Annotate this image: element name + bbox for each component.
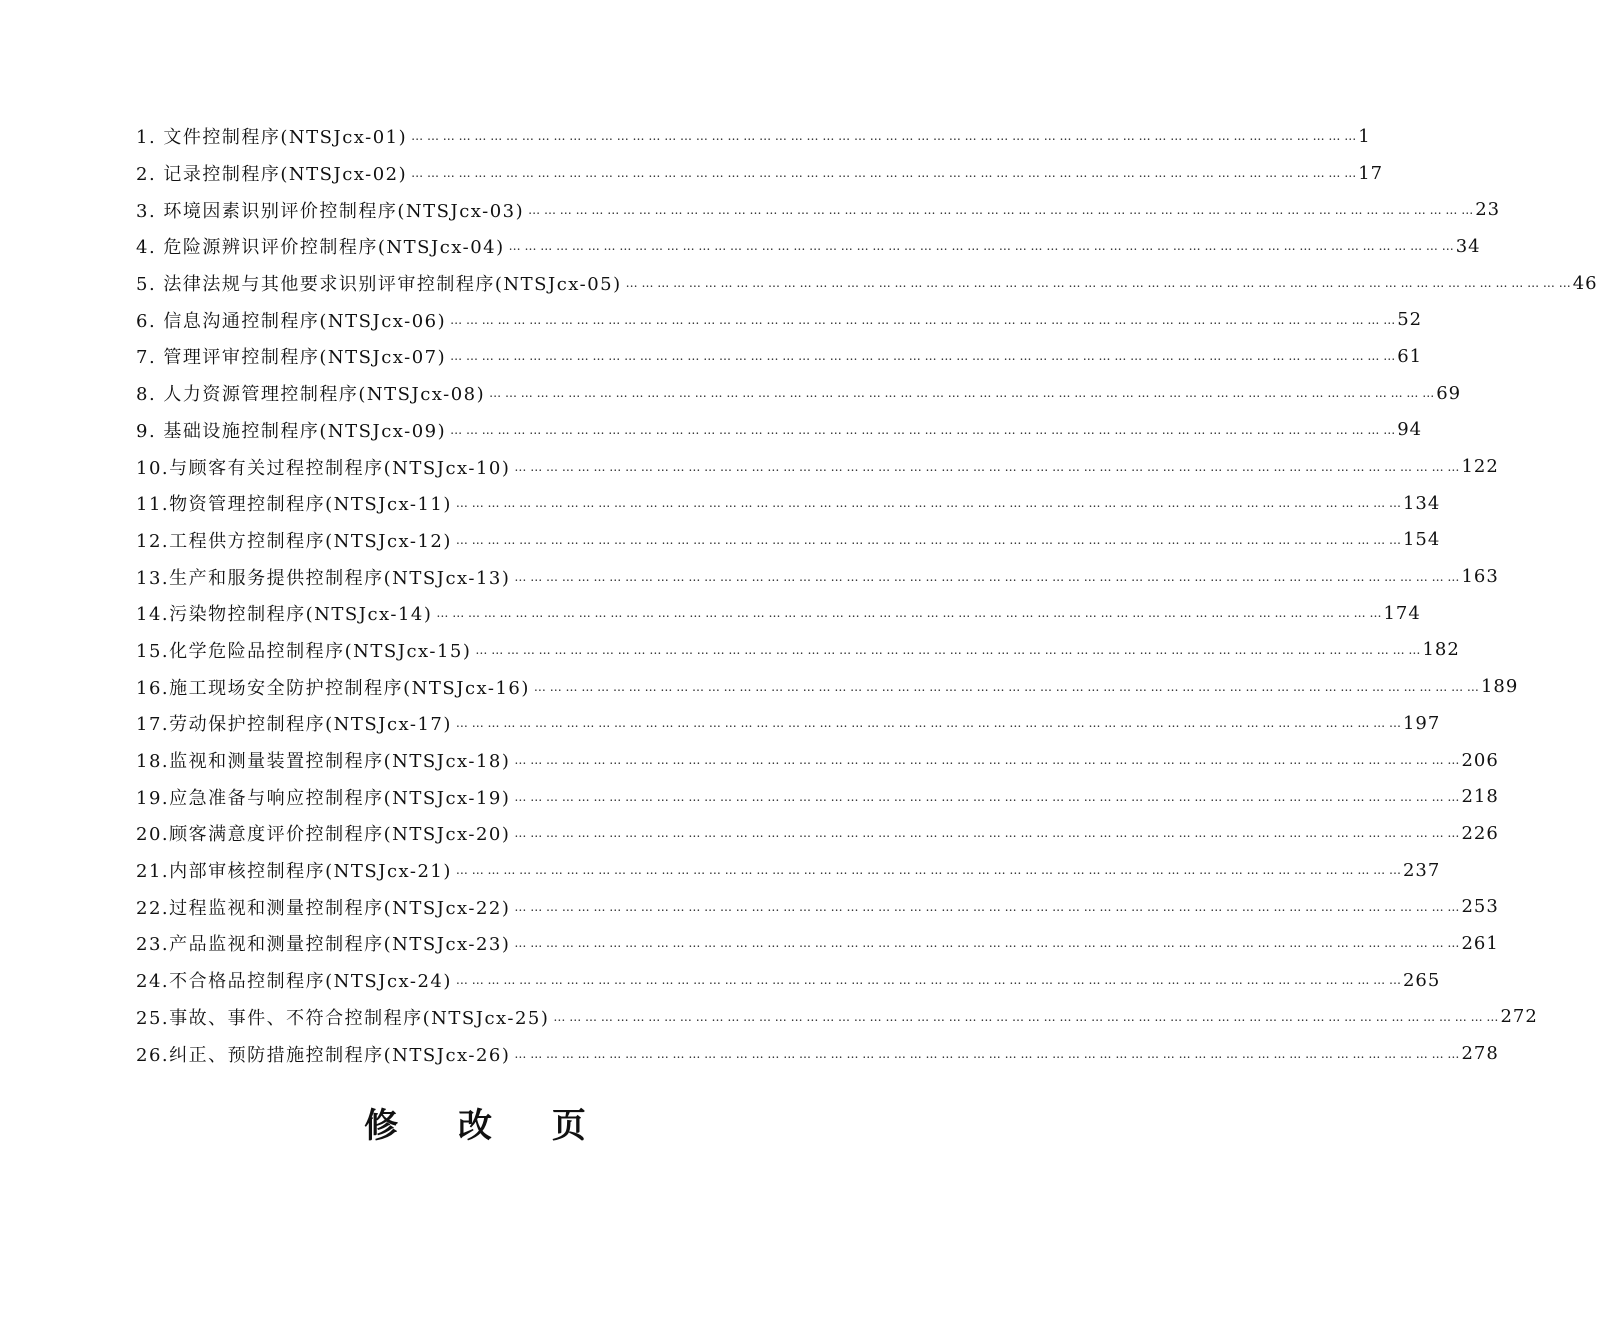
toc-entry-title: 23.产品监视和测量控制程序(NTSJcx-23) xyxy=(136,934,511,956)
toc-entry-page-number: 61 xyxy=(1397,345,1423,367)
toc-entry-page-number: 134 xyxy=(1402,492,1441,514)
toc-entry[interactable] xyxy=(136,301,1423,338)
toc-dot-leader: … … … … … … … … … … … … … … … … … … … … … … … … … … … … … … … … … … … … … … … … … … … … … … … … … … … … … … … … … … … … xyxy=(514,936,1460,951)
toc-entry-title: 22.过程监视和测量控制程序(NTSJcx-22) xyxy=(136,897,511,919)
toc-dot-leader: … … … … … … … … … … … … … … … … … … … … … … … … … … … … … … … … … … … … … … … … … … … … … … … … … … … … … … … … … … … … xyxy=(514,459,1460,474)
toc-entry-page-number: 218 xyxy=(1461,786,1499,808)
toc-entry[interactable] xyxy=(136,228,1481,265)
toc-entry[interactable] xyxy=(136,742,1499,779)
toc-entry[interactable] xyxy=(136,595,1421,632)
toc-entry-title: 9. 基础设施控制程序(NTSJcx-09) xyxy=(136,420,447,442)
toc-entry-title: 15.化学危险品控制程序(NTSJcx-15) xyxy=(136,640,472,662)
toc-entry-title: 1. 文件控制程序(NTSJcx-01) xyxy=(136,127,408,149)
toc-entry-page-number: 46 xyxy=(1572,272,1598,294)
toc-dot-leader: … … … … … … … … … … … … … … … … … … … … … … … … … … … … … … … … … … … … … … … … … … … … … … … … … … … … … … … … … … … … xyxy=(475,642,1421,657)
toc-entry-title: 24.不合格品控制程序(NTSJcx-24) xyxy=(136,971,452,993)
toc-dot-leader: … … … … … … … … … … … … … … … … … … … … … … … … … … … … … … … … … … … … … … … … … … … … … … … … … … … … … … … … … … … … xyxy=(450,349,1396,364)
toc-entry[interactable] xyxy=(136,999,1538,1036)
toc-dot-leader: … … … … … … … … … … … … … … … … … … … … … … … … … … … … … … … … … … … … … … … … … … … … … … … … … … … … … … … … … … … … xyxy=(455,716,1401,731)
toc-entry[interactable] xyxy=(136,375,1462,412)
toc-entry-page-number: 174 xyxy=(1383,602,1421,624)
toc-entry-title: 14.污染物控制程序(NTSJcx-14) xyxy=(136,604,433,626)
table-of-contents xyxy=(136,118,1598,1072)
toc-entry-title: 20.顾客满意度评价控制程序(NTSJcx-20) xyxy=(136,824,511,846)
toc-entry[interactable] xyxy=(136,668,1519,705)
toc-entry-page-number: 206 xyxy=(1461,749,1499,771)
toc-entry-page-number: 189 xyxy=(1480,676,1519,698)
toc-entry-page-number: 272 xyxy=(1500,1006,1538,1028)
toc-entry[interactable] xyxy=(136,852,1441,889)
toc-entry-title: 17.劳动保护控制程序(NTSJcx-17) xyxy=(136,714,452,736)
toc-entry[interactable] xyxy=(136,632,1460,669)
toc-entry-title: 21.内部审核控制程序(NTSJcx-21) xyxy=(136,861,452,883)
toc-entry[interactable] xyxy=(136,815,1499,852)
toc-entry-title: 4. 危险源辨识评价控制程序(NTSJcx-04) xyxy=(136,237,505,259)
toc-entry-title: 19.应急准备与响应控制程序(NTSJcx-19) xyxy=(136,787,511,809)
toc-entry-title: 12.工程供方控制程序(NTSJcx-12) xyxy=(136,530,452,552)
toc-entry-page-number: 226 xyxy=(1461,822,1499,844)
toc-dot-leader: … … … … … … … … … … … … … … … … … … … … … … … … … … … … … … … … … … … … … … … … … … … … … … … … … … … … … … … … … … … … xyxy=(514,1046,1460,1061)
toc-entry[interactable] xyxy=(136,155,1384,192)
toc-entry-page-number: 52 xyxy=(1397,309,1423,331)
toc-entry-title: 3. 环境因素识别评价控制程序(NTSJcx-03) xyxy=(136,200,525,222)
toc-entry-title: 25.事故、事件、不符合控制程序(NTSJcx-25) xyxy=(136,1007,550,1029)
toc-dot-leader: … … … … … … … … … … … … … … … … … … … … … … … … … … … … … … … … … … … … … … … … … … … … … … … … … … … … … … … … … … … … xyxy=(436,606,1382,621)
toc-dot-leader: … … … … … … … … … … … … … … … … … … … … … … … … … … … … … … … … … … … … … … … … … … … … … … … … … … … … … … … … … … … … xyxy=(455,863,1401,878)
toc-entry-title: 11.物资管理控制程序(NTSJcx-11) xyxy=(136,494,452,516)
toc-dot-leader: … … … … … … … … … … … … … … … … … … … … … … … … … … … … … … … … … … … … … … … … … … … … … … … … … … … … … … … … … … … … xyxy=(514,826,1460,841)
toc-entry-page-number: 253 xyxy=(1461,896,1499,918)
toc-dot-leader: … … … … … … … … … … … … … … … … … … … … … … … … … … … … … … … … … … … … … … … … … … … … … … … … … … … … … … … … … … … … xyxy=(514,753,1460,768)
toc-dot-leader: … … … … … … … … … … … … … … … … … … … … … … … … … … … … … … … … … … … … … … … … … … … … … … … … … … … … … … … … … … … … xyxy=(411,129,1357,144)
toc-entry[interactable] xyxy=(136,338,1423,375)
toc-entry-title: 2. 记录控制程序(NTSJcx-02) xyxy=(136,164,408,186)
toc-entry-title: 18.监视和测量装置控制程序(NTSJcx-18) xyxy=(136,751,511,773)
toc-dot-leader: … … … … … … … … … … … … … … … … … … … … … … … … … … … … … … … … … … … … … … … … … … … … … … … … … … … … … … … … … … … … xyxy=(514,789,1460,804)
toc-entry[interactable] xyxy=(136,485,1441,522)
toc-entry[interactable] xyxy=(136,925,1499,962)
toc-entry[interactable] xyxy=(136,962,1441,999)
toc-dot-leader: … … … … … … … … … … … … … … … … … … … … … … … … … … … … … … … … … … … … … … … … … … … … … … … … … … … … … … … … … … … … xyxy=(528,202,1474,217)
toc-entry-page-number: 182 xyxy=(1422,639,1460,661)
toc-dot-leader: … … … … … … … … … … … … … … … … … … … … … … … … … … … … … … … … … … … … … … … … … … … … … … … … … … … … … … … … … … … … xyxy=(489,386,1435,401)
toc-dot-leader: … … … … … … … … … … … … … … … … … … … … … … … … … … … … … … … … … … … … … … … … … … … … … … … … … … … … … … … … … … … … xyxy=(455,532,1401,547)
toc-entry-title: 13.生产和服务提供控制程序(NTSJcx-13) xyxy=(136,567,511,589)
toc-entry-page-number: 154 xyxy=(1402,529,1441,551)
toc-entry[interactable] xyxy=(136,522,1441,559)
toc-dot-leader: … … … … … … … … … … … … … … … … … … … … … … … … … … … … … … … … … … … … … … … … … … … … … … … … … … … … … … … … … … … … xyxy=(411,166,1357,181)
toc-entry-title: 5. 法律法规与其他要求识别评审控制程序(NTSJcx-05) xyxy=(136,274,622,296)
toc-dot-leader: … … … … … … … … … … … … … … … … … … … … … … … … … … … … … … … … … … … … … … … … … … … … … … … … … … … … … … … … … … … … xyxy=(625,276,1571,291)
toc-entry-page-number: 163 xyxy=(1461,566,1499,588)
toc-entry-title: 8. 人力资源管理控制程序(NTSJcx-08) xyxy=(136,384,486,406)
toc-dot-leader: … … … … … … … … … … … … … … … … … … … … … … … … … … … … … … … … … … … … … … … … … … … … … … … … … … … … … … … … … … … … xyxy=(533,679,1479,694)
toc-dot-leader: … … … … … … … … … … … … … … … … … … … … … … … … … … … … … … … … … … … … … … … … … … … … … … … … … … … … … … … … … … … … xyxy=(553,1009,1499,1024)
revision-page-heading: 修 改 页 xyxy=(364,1106,610,1146)
toc-entry-page-number: 94 xyxy=(1397,419,1423,441)
toc-entry-title: 7. 管理评审控制程序(NTSJcx-07) xyxy=(136,347,447,369)
toc-entry[interactable] xyxy=(136,705,1441,742)
toc-entry-title: 16.施工现场安全防护控制程序(NTSJcx-16) xyxy=(136,677,530,699)
toc-entry[interactable] xyxy=(136,265,1598,302)
toc-entry-page-number: 1 xyxy=(1358,125,1371,147)
toc-entry[interactable] xyxy=(136,191,1501,228)
toc-entry-page-number: 69 xyxy=(1436,382,1462,404)
toc-entry-page-number: 23 xyxy=(1475,199,1501,221)
toc-entry-title: 26.纠正、预防措施控制程序(NTSJcx-26) xyxy=(136,1044,511,1066)
toc-entry-page-number: 278 xyxy=(1461,1043,1499,1065)
toc-dot-leader: … … … … … … … … … … … … … … … … … … … … … … … … … … … … … … … … … … … … … … … … … … … … … … … … … … … … … … … … … … … … xyxy=(508,239,1454,254)
toc-entry-page-number: 237 xyxy=(1402,859,1441,881)
toc-dot-leader: … … … … … … … … … … … … … … … … … … … … … … … … … … … … … … … … … … … … … … … … … … … … … … … … … … … … … … … … … … … … xyxy=(450,422,1396,437)
toc-entry[interactable] xyxy=(136,778,1499,815)
toc-entry[interactable] xyxy=(136,1035,1499,1072)
toc-entry[interactable] xyxy=(136,448,1499,485)
toc-dot-leader: … … … … … … … … … … … … … … … … … … … … … … … … … … … … … … … … … … … … … … … … … … … … … … … … … … … … … … … … … … … … xyxy=(455,973,1401,988)
toc-entry-title: 10.与顾客有关过程控制程序(NTSJcx-10) xyxy=(136,457,511,479)
toc-entry-title: 6. 信息沟通控制程序(NTSJcx-06) xyxy=(136,310,447,332)
toc-entry-page-number: 17 xyxy=(1358,162,1384,184)
toc-entry-page-number: 261 xyxy=(1461,932,1499,954)
toc-dot-leader: … … … … … … … … … … … … … … … … … … … … … … … … … … … … … … … … … … … … … … … … … … … … … … … … … … … … … … … … … … … … xyxy=(514,569,1460,584)
toc-entry[interactable] xyxy=(136,118,1371,155)
toc-entry-page-number: 34 xyxy=(1455,235,1481,257)
toc-dot-leader: … … … … … … … … … … … … … … … … … … … … … … … … … … … … … … … … … … … … … … … … … … … … … … … … … … … … … … … … … … … … xyxy=(514,899,1460,914)
toc-entry[interactable] xyxy=(136,888,1499,925)
toc-entry-page-number: 265 xyxy=(1402,969,1441,991)
toc-entry[interactable] xyxy=(136,412,1423,449)
toc-entry[interactable] xyxy=(136,558,1499,595)
toc-dot-leader: … … … … … … … … … … … … … … … … … … … … … … … … … … … … … … … … … … … … … … … … … … … … … … … … … … … … … … … … … … … … xyxy=(450,312,1396,327)
toc-dot-leader: … … … … … … … … … … … … … … … … … … … … … … … … … … … … … … … … … … … … … … … … … … … … … … … … … … … … … … … … … … … … xyxy=(455,496,1401,511)
toc-entry-page-number: 122 xyxy=(1461,456,1499,478)
toc-entry-page-number: 197 xyxy=(1402,712,1441,734)
